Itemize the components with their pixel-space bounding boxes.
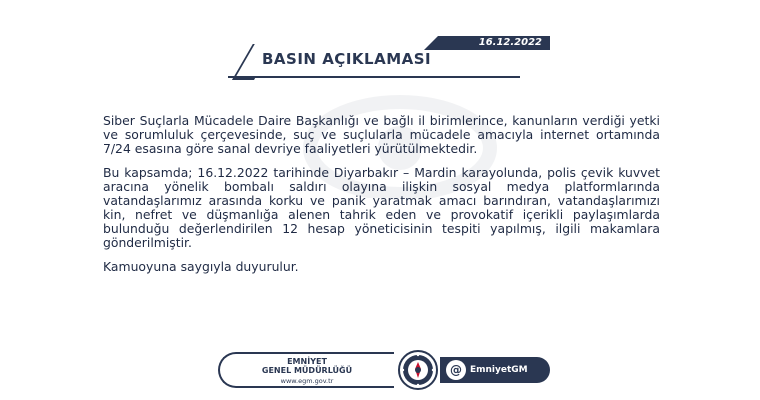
- paragraph-2: Bu kapsamda; 16.12.2022 tarihinde Diyarbakır – Mardin karayolunda, polis çevik kuvvet aracına yönelik bombalı saldırı olayına ilişkin sosyal medya platformlarında vatandaşlarımız arasında korku ve panik yaratmak amacı barındıran, vatandaşlarımızı kin, nefret ve düşmanlığa alenen tahrik eden ve provokatif içerikli paylaşımlarda bulunduğu değerlendirilen 12 hesap yöneticisinin tespiti yapılmış, ilgili makamlara gönderilmiştir.: [103, 165, 660, 250]
- release-body: [103, 114, 660, 284]
- release-date: 16.12.2022: [478, 37, 542, 48]
- police-emblem-icon: [396, 350, 440, 390]
- footer: [218, 350, 550, 390]
- social-handle: EmniyetGM: [470, 365, 528, 375]
- organization-block: [218, 352, 394, 388]
- paragraph-3: Kamuoyuna saygıyla duyurulur.: [103, 259, 299, 274]
- org-name-line2: GENEL MÜDÜRLÜĞÜ: [261, 366, 353, 375]
- page-title: BASIN AÇIKLAMASI: [262, 50, 432, 68]
- org-name-line1: EMNİYET: [287, 357, 327, 366]
- website-link[interactable]: www.egm.gov.tr: [280, 377, 334, 385]
- at-icon: @: [446, 360, 466, 380]
- social-handle-button[interactable]: [440, 357, 550, 383]
- title-underline: [228, 76, 520, 78]
- paragraph-1: Siber Suçlarla Mücadele Daire Başkanlığı ve bağlı il birimlerince, kanunların verdiği yetki ve sorumluluk çerçevesinde, suç ve suçlularla mücadele amacıyla internet ortamında 7/24 esasına göre sanal devriye faaliyetleri yürütülmektedir.: [103, 113, 660, 156]
